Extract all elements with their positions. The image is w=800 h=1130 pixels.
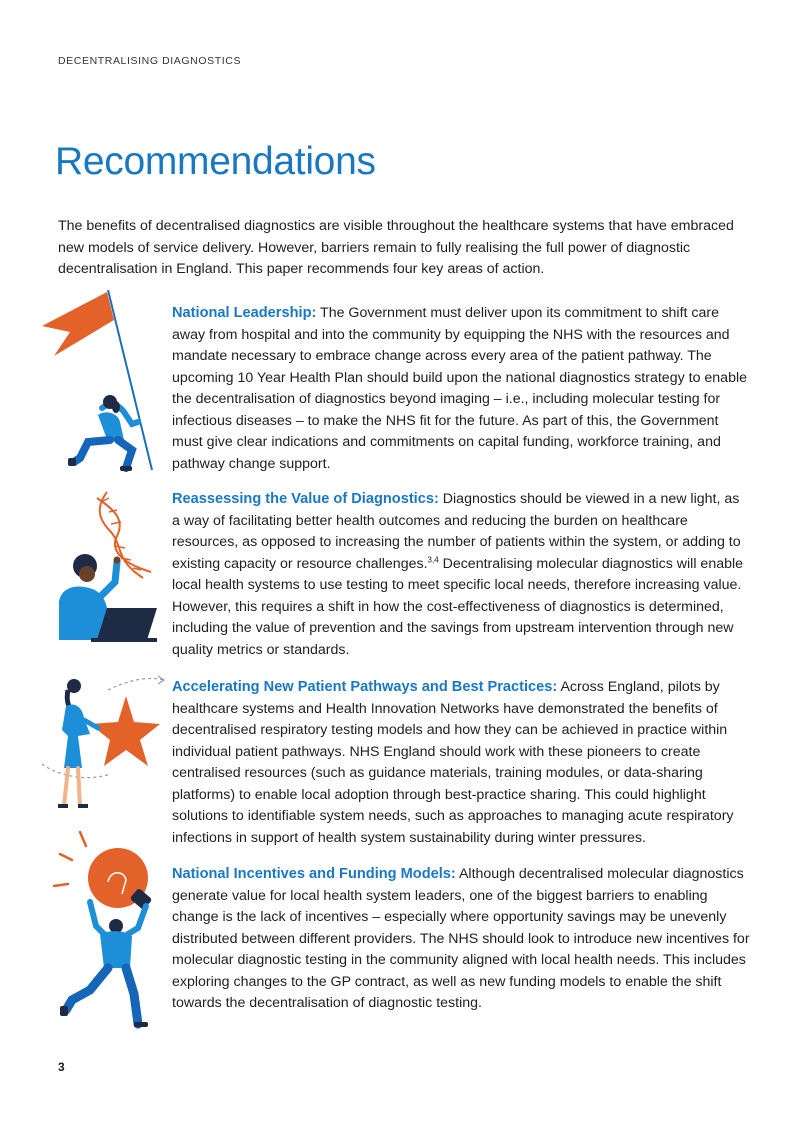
recommendation-value-of-diagnostics — [172, 489, 750, 661]
recommendation-national-leadership — [172, 303, 750, 475]
intro-paragraph: The benefits of decentralised diagnostics are visible throughout the healthcare systems that have embraced new models of service delivery. However, barriers remain to fully realising the full power of diagnostic decentralisation in England. This paper recommends four key areas of action. — [58, 218, 734, 277]
page-title: Recommendations — [55, 140, 376, 183]
recommendation-body: Diagnostics should be viewed in a new light, as a way of facilitating better health outcomes and reducing the burden on healthcare resources, as opposed to increasing the number of patients within the system, or adding to existing capacity or resource challenges. — [172, 491, 741, 572]
running-header: DECENTRALISING DIAGNOSTICS — [58, 55, 242, 67]
recommendation-incentives-funding — [172, 864, 750, 1015]
page-number: 3 — [58, 1060, 65, 1074]
recommendation-body: The Government must deliver upon its commitment to shift care away from hospital and into the community by equipping the NHS with the resources and mandate necessary to embrace change across every area of the patient pathway. The upcoming 10 Year Health Plan should build upon the national diagnostics strategy to enable the decentralisation of diagnostics beyond imaging – i.e., including molecular testing for infectious diseases – to make the NHS fit for the future. As part of this, the Government must give clear indications and commitments on capital funding, workforce training, and pathway change support. — [172, 305, 748, 472]
recommendation-body: Across England, pilots by healthcare systems and Health Innovation Networks have demonstrated the benefits of decentralised respiratory testing models and how they can be achieved in practice within individual patient pathways. NHS England should work with these pioneers to create centralised resources (such as guidance materials, training modules, or data-sharing platforms) to enable local adoption through best-practice sharing. This could highlight solutions to identifiable system needs, such as approaches to managing acute respiratory infections in support of health system sustainability during winter pressures. — [172, 679, 734, 846]
recommendation-heading: National Incentives and Funding Models: — [172, 866, 456, 882]
recommendation-patient-pathways — [172, 677, 750, 849]
recommendation-heading: Reassessing the Value of Diagnostics: — [172, 491, 439, 507]
dna-laptop-icon — [55, 490, 165, 645]
reference-superscript: 3,4 — [427, 554, 439, 564]
recommendation-body: Although decentralised molecular diagnostics generate value for local health system leaders, one of the biggest barriers to enabling change is the lack of incentives – especially where opportunity savings may be unevenly distributed between different providers. The NHS should look to introduce new incentives for molecular diagnostic testing in the community aligned with local health needs. This includes exploring changes to the GP contract, as well as new funding models to enable the shift towards the decentralisation of diagnostic testing. — [172, 866, 750, 1011]
lightbulb-runner-icon — [50, 830, 165, 1030]
recommendation-heading: Accelerating New Patient Pathways and Best Practices: — [172, 679, 558, 695]
recommendation-heading: National Leadership: — [172, 305, 317, 321]
star-woman-icon — [38, 672, 170, 814]
recommendation-body-continued: Decentralising molecular diagnostics will enable local health systems to use testing to meet specific local needs, therefore increasing value. However, this requires a shift in how the cost-effectiveness of diagnostics is determined, including the value of prevention and the savings from upstream intervention through new quality metrics or standards. — [172, 555, 744, 658]
flag-climber-icon — [40, 290, 160, 475]
